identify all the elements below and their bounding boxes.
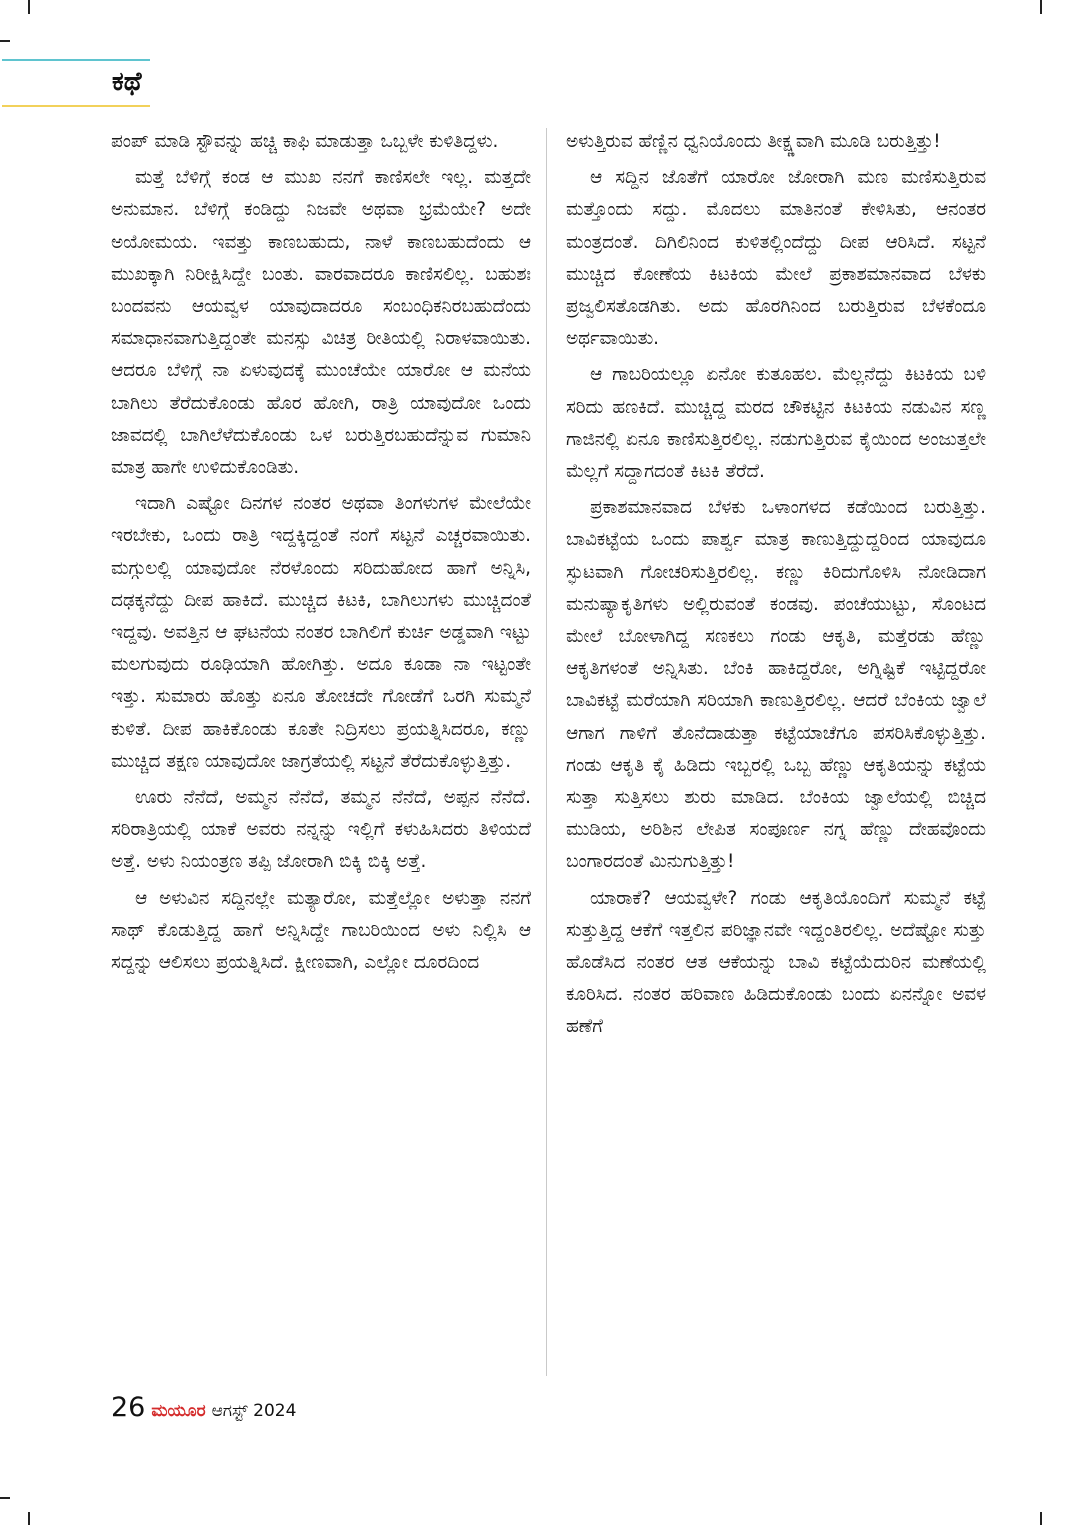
paragraph: ಇದಾಗಿ ಎಷ್ಟೋ ದಿನಗಳ ನಂತರ ಅಥವಾ ತಿಂಗಳುಗಳ ಮೇಲೆಯೇ ಇರಬೇಕು, ಒಂದು ರಾತ್ರಿ ಇದ್ದಕ್ಕಿದ್ದಂತೆ ನಂಗೆ ಸಟ್ಟನೆ ಎಚ್ಚರವಾಯಿತು. ಮಗ್ಗುಲಲ್ಲಿ ಯಾವುದೋ ನೆರಳೊಂದು ಸರಿದುಹೋದ ಹಾಗೆ ಅನ್ನಿಸಿ, ದಢಕ್ಕನೆದ್ದು ದೀಪ ಹಾಕಿದೆ. ಮುಚ್ಚಿದ ಕಿಟಕಿ, ಬಾಗಿಲುಗಳು ಮುಚ್ಚಿದಂತೆ ಇದ್ದವು. ಅವತ್ತಿನ ಆ ಘಟನೆಯ ನಂತರ ಬಾಗಿಲಿಗೆ ಕುರ್ಚಿ ಅಡ್ಡವಾಗಿ ಇಟ್ಟು ಮಲಗುವುದು ರೂಢಿಯಾಗಿ ಹೋಗಿತ್ತು. ಅದೂ ಕೂಡಾ ನಾ ಇಟ್ಟಂತೇ ಇತ್ತು. ಸುಮಾರು ಹೊತ್ತು ಏನೂ ತೋಚದೇ ಗೋಡೆಗೆ ಒರಗಿ ಸುಮ್ಮನೆ ಕುಳಿತೆ. ದೀಪ ಹಾಕಿಕೊಂಡು ಕೂತೇ ನಿದ್ರಿಸಲು ಪ್ರಯತ್ನಿಸಿದರೂ, ಕಣ್ಣು ಮುಚ್ಚಿದ ತಕ್ಷಣ ಯಾವುದೋ ಜಾಗ್ರತೆಯಲ್ಲಿ ಸಟ್ಟನೆ ತೆರೆದುಕೊಳ್ಳುತ್ತಿತ್ತು.: [111, 493, 531, 772]
paragraph: ಆ ಗಾಬರಿಯಲ್ಲೂ ಏನೋ ಕುತೂಹಲ. ಮೆಲ್ಲನೆದ್ದು ಕಿಟಕಿಯ ಬಳಿ ಸರಿದು ಹಣಕಿದೆ. ಮುಚ್ಚಿದ್ದ ಮರದ ಚೌಕಟ್ಟಿನ ಕಿಟಕಿಯ ನಡುವಿನ ಸಣ್ಣ ಗಾಜಿನಲ್ಲಿ ಏನೂ ಕಾಣಿಸುತ್ತಿರಲಿಲ್ಲ. ನಡುಗುತ್ತಿರುವ ಕೈಯಿಂದ ಅಂಜುತ್ತಲೇ ಮೆಲ್ಲಗೆ ಸದ್ದಾಗದಂತೆ ಕಿಟಕಿ ತೆರೆದೆ.: [566, 364, 986, 483]
paragraph: ಪಂಪ್ ಮಾಡಿ ಸ್ಟೌವನ್ನು ಹಚ್ಚಿ ಕಾಫಿ ಮಾಡುತ್ತಾ ಒಬ್ಬಳೇ ಕುಳಿತಿದ್ದಳು.: [111, 131, 499, 152]
paragraph: ಆ ಅಳುವಿನ ಸದ್ದಿನಲ್ಲೇ ಮತ್ಯಾರೋ, ಮತ್ತೆಲ್ಲೋ ಅಳುತ್ತಾ ನನಗೆ ಸಾಥ್ ಕೊಡುತ್ತಿದ್ದ ಹಾಗೆ ಅನ್ನಿಸಿದ್ದೇ ಗಾಬರಿಯಿಂದ ಅಳು ನಿಲ್ಲಿಸಿ ಆ ಸದ್ದನ್ನು ಆಲಿಸಲು ಪ್ರಯತ್ನಿಸಿದೆ. ಕ್ಷೀಣವಾಗಿ, ಎಲ್ಲೋ ದೂರದಿಂದ: [111, 887, 531, 974]
paragraph: ಊರು ನೆನೆದೆ, ಅಮ್ಮನ ನೆನೆದೆ, ತಮ್ಮನ ನೆನೆದೆ, ಅಪ್ಪನ ನೆನೆದೆ. ಸರಿರಾತ್ರಿಯಲ್ಲಿ ಯಾಕೆ ಅವರು ನನ್ನನ್ನು ಇಲ್ಲಿಗೆ ಕಳುಹಿಸಿದರು ತಿಳಿಯದೆ ಅತ್ತೆ. ಅಳು ನಿಯಂತ್ರಣ ತಪ್ಪಿ ಜೋರಾಗಿ ಬಿಕ್ಕಿ ಬಿಕ್ಕಿ ಅತ್ತೆ.: [111, 787, 531, 873]
paragraph: ಆ ಸದ್ದಿನ ಜೊತೆಗೆ ಯಾರೋ ಜೋರಾಗಿ ಮಣ ಮಣಿಸುತ್ತಿರುವ ಮತ್ತೊಂದು ಸದ್ದು. ಮೊದಲು ಮಾತಿನಂತೆ ಕೇಳಿಸಿತು, ಆನಂತರ ಮಂತ್ರದಂತೆ. ದಿಗಿಲಿನಿಂದ ಕುಳಿತಲ್ಲಿಂದೆದ್ದು ದೀಪ ಆರಿಸಿದೆ. ಸಟ್ಟನೆ ಮುಚ್ಚಿದ ಕೋಣೆಯ ಕಿಟಕಿಯ ಮೇಲೆ ಪ್ರಕಾಶಮಾನವಾದ ಬೆಳಕು ಪ್ರಜ್ವಲಿಸತೊಡಗಿತು. ಅದು ಹೊರಗಿನಿಂದ ಬರುತ್ತಿರುವ ಬೆಳಕೆಂದೂ ಅರ್ಥವಾಯಿತು.: [566, 167, 986, 350]
issue-date: ಆಗಸ್ಟ್ 2024: [211, 1401, 297, 1421]
paragraph: ಯಾರಾಕೆ? ಆಯವ್ವಳೇ? ಗಂಡು ಆಕೃತಿಯೊಂದಿಗೆ ಸುಮ್ಮನೆ ಕಟ್ಟೆ ಸುತ್ತುತ್ತಿದ್ದ ಆಕೆಗೆ ಇತ್ತಲಿನ ಪರಿಜ್ಞಾನವೇ ಇದ್ದಂತಿರಲಿಲ್ಲ. ಅದೆಷ್ಟೋ ಸುತ್ತು ಹೊಡೆಸಿದ ನಂತರ ಆತ ಆಕೆಯನ್ನು ಬಾವಿ ಕಟ್ಟೆಯೆದುರಿನ ಮಣೆಯಲ್ಲಿ ಕೂರಿಸಿದ. ನಂತರ ಹರಿವಾಣ ಹಿಡಿದುಕೊಂಡು ಬಂದು ಏನನ್ನೋ ಅವಳ ಹಣೆಗೆ: [566, 887, 986, 1038]
header-rule-teal: [2, 59, 150, 61]
paragraph: ಪ್ರಕಾಶಮಾನವಾದ ಬೆಳಕು ಒಳಾಂಗಳದ ಕಡೆಯಿಂದ ಬರುತ್ತಿತ್ತು. ಬಾವಿಕಟ್ಟೆಯ ಒಂದು ಪಾರ್ಶ್ವ ಮಾತ್ರ ಕಾಣುತ್ತಿದ್ದುದ್ದರಿಂದ ಯಾವುದೂ ಸ್ಫುಟವಾಗಿ ಗೋಚರಿಸುತ್ತಿರಲಿಲ್ಲ. ಕಣ್ಣು ಕಿರಿದುಗೊಳಿಸಿ ನೋಡಿದಾಗ ಮನುಷ್ಯಾಕೃತಿಗಳು ಅಲ್ಲಿರುವಂತೆ ಕಂಡವು. ಪಂಚೆಯುಟ್ಟು, ಸೊಂಟದ ಮೇಲೆ ಬೋಳಾಗಿದ್ದ ಸಣಕಲು ಗಂಡು ಆಕೃತಿ, ಮತ್ತೆರಡು ಹೆಣ್ಣು ಆಕೃತಿಗಳಂತೆ ಅನ್ನಿಸಿತು. ಬೆಂಕಿ ಹಾಕಿದ್ದರೋ, ಅಗ್ನಿಷ್ಟಿಕೆ ಇಟ್ಟಿದ್ದರೋ ಬಾವಿಕಟ್ಟೆ ಮರೆಯಾಗಿ ಸರಿಯಾಗಿ ಕಾಣುತ್ತಿರಲಿಲ್ಲ. ಆದರೆ ಬೆಂಕಿಯ ಜ್ವಾಲೆ ಆಗಾಗ ಗಾಳಿಗೆ ತೊನೆದಾಡುತ್ತಾ ಕಟ್ಟೆಯಾಚೆಗೂ ಪಸರಿಸಿಕೊಳ್ಳುತ್ತಿತ್ತು. ಗಂಡು ಆಕೃತಿ ಕೈ ಹಿಡಿದು ಇಬ್ಬರಲ್ಲಿ ಒಬ್ಬ ಹೆಣ್ಣು ಆಕೃತಿಯನ್ನು ಕಟ್ಟೆಯ ಸುತ್ತಾ ಸುತ್ತಿಸಲು ಶುರು ಮಾಡಿದ. ಬೆಂಕಿಯ ಜ್ವಾಲೆಯಲ್ಲಿ ಬಿಚ್ಚಿದ ಮುಡಿಯ, ಅರಿಶಿನ ಲೇಪಿತ ಸಂಪೂರ್ಣ ನಗ್ನ ಹೆಣ್ಣು ದೇಹವೊಂದು ಬಂಗಾರದಂತೆ ಮಿನುಗುತ್ತಿತ್ತು!: [566, 497, 986, 873]
right-column: [566, 126, 986, 1048]
section-title: ಕಥೆ: [112, 67, 142, 97]
magazine-name: ಮಯೂರ: [151, 1401, 206, 1421]
header-rule-yellow: [2, 105, 150, 107]
crop-mark-bottom-left: [28, 1512, 30, 1525]
left-column: [111, 126, 531, 983]
crop-mark-left-bottom: [0, 1497, 10, 1499]
crop-mark-top-left: [28, 0, 30, 14]
page-number: 26: [111, 1392, 146, 1423]
paragraph: ಮತ್ತೆ ಬೆಳಿಗ್ಗೆ ಕಂಡ ಆ ಮುಖ ನನಗೆ ಕಾಣಿಸಲೇ ಇಲ್ಲ. ಮತ್ತದೇ ಅನುಮಾನ. ಬೆಳಿಗ್ಗೆ ಕಂಡಿದ್ದು ನಿಜವೇ ಅಥವಾ ಭ್ರಮೆಯೇ? ಅದೇ ಅಯೋಮಯ. ಇವತ್ತು ಕಾಣಬಹುದು, ನಾಳೆ ಕಾಣಬಹುದೆಂದು ಆ ಮುಖಕ್ಕಾಗಿ ನಿರೀಕ್ಷಿಸಿದ್ದೇ ಬಂತು. ವಾರವಾದರೂ ಕಾಣಿಸಲಿಲ್ಲ. ಬಹುಶಃ ಬಂದವನು ಆಯವ್ವಳ ಯಾವುದಾದರೂ ಸಂಬಂಧಿಕನಿರಬಹುದೆಂದು ಸಮಾಧಾನವಾಗುತ್ತಿದ್ದಂತೇ ಮನಸ್ಸು ವಿಚಿತ್ರ ರೀತಿಯಲ್ಲಿ ನಿರಾಳವಾಯಿತು. ಆದರೂ ಬೆಳಿಗ್ಗೆ ನಾ ಏಳುವುದಕ್ಕೆ ಮುಂಚೆಯೇ ಯಾರೋ ಆ ಮನೆಯ ಬಾಗಿಲು ತೆರೆದುಕೊಂಡು ಹೊರ ಹೋಗಿ, ರಾತ್ರಿ ಯಾವುದೋ ಒಂದು ಜಾವದಲ್ಲಿ ಬಾಗಿಲೆಳೆದುಕೊಂಡು ಒಳ ಬರುತ್ತಿರಬಹುದೆನ್ನುವ ಗುಮಾನಿ ಮಾತ್ರ ಹಾಗೇ ಉಳಿದುಕೊಂಡಿತು.: [111, 167, 531, 479]
crop-mark-left-top: [0, 40, 10, 42]
crop-mark-bottom-right: [1040, 1512, 1042, 1525]
page-footer: [111, 1392, 296, 1432]
section-header: [0, 55, 150, 110]
crop-mark-top-right: [1040, 0, 1042, 14]
paragraph: ಅಳುತ್ತಿರುವ ಹೆಣ್ಣಿನ ಧ್ವನಿಯೊಂದು ತೀಕ್ಷ್ಣವಾಗಿ ಮೂಡಿ ಬರುತ್ತಿತ್ತು!: [566, 131, 941, 152]
column-divider: [546, 128, 547, 1376]
